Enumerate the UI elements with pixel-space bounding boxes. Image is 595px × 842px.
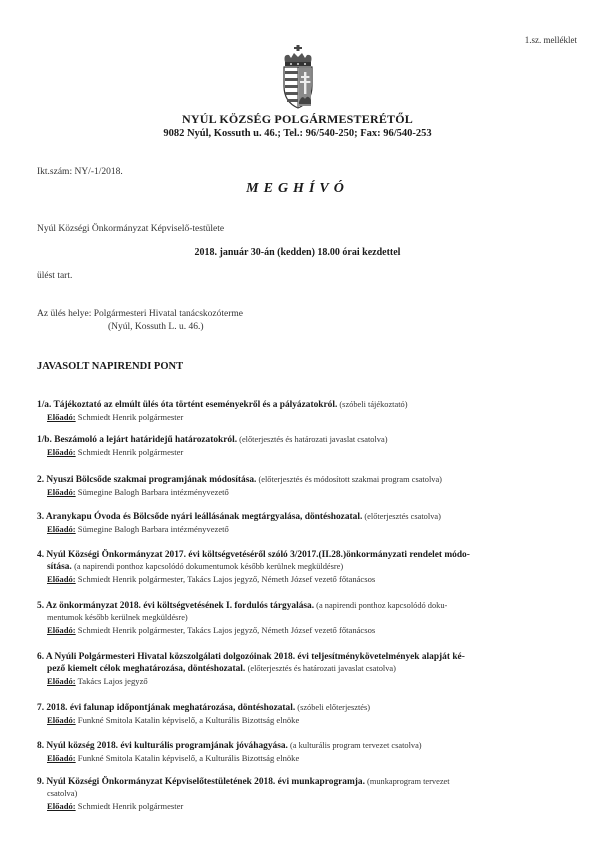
- presenter-label: Előadó:: [47, 625, 76, 635]
- document-title: MEGHÍVÓ: [246, 181, 349, 196]
- agenda-item: [37, 600, 570, 636]
- agenda-item-title: 1/b. Beszámoló a lejárt határidejű határozatokról.: [37, 435, 238, 445]
- agenda-item-presenter: [37, 573, 570, 585]
- presenter-label: Előadó:: [47, 524, 76, 534]
- agenda-item-title: 6. A Nyúli Polgármesteri Hivatal közszolgálati dolgozóinak 2018. évi teljesítménykövetelmények alapját ké-: [37, 652, 465, 662]
- agenda-item-continuation: pező kiemelt célok meghatározása, döntéshozatal. (előterjesztés és határozati javaslat csatolva): [47, 664, 396, 674]
- agenda-item-continuation: mentumok később kerülnek megküldésre): [47, 613, 188, 622]
- agenda-item: [37, 474, 570, 498]
- agenda-item-title: 8. Nyúl község 2018. évi kulturális programjának jóváhagyása.: [37, 741, 288, 751]
- agenda-item-presenter: [37, 752, 570, 764]
- agenda-item-presenter: [37, 714, 570, 726]
- presenter-label: Előadó:: [47, 574, 76, 584]
- agenda-item-title: 9. Nyúl Községi Önkormányzat Képviselőtestületének 2018. évi munkaprogramja.: [37, 777, 365, 787]
- coat-of-arms-icon: [279, 44, 317, 110]
- agenda-item-presenter: [37, 675, 570, 687]
- agenda-item: [37, 776, 570, 812]
- agenda-item-note: (a kulturális program tervezet csatolva): [287, 741, 422, 750]
- agenda-item-title: 4. Nyúl Községi Önkormányzat 2017. évi költségvetéséről szóló 3/2017.(II.28.)önkormányzati rendelet módo-: [37, 550, 470, 560]
- presenter-label: Előadó:: [47, 487, 76, 497]
- agenda-item-title: 2. Nyuszi Bölcsőde szakmai programjának módosítása.: [37, 475, 257, 485]
- agenda-item-continuation: sítása. (a napirendi ponthoz kapcsolódó dokumentumok később kerülnek megküldésre): [47, 562, 344, 572]
- agenda-item: [37, 651, 570, 687]
- agenda-item-presenter: [37, 800, 570, 812]
- presenter-label: Előadó:: [47, 412, 76, 422]
- agenda-item: [37, 549, 570, 585]
- meeting-place: Az ülés helye: Polgármesteri Hivatal tanácskozóterme: [37, 309, 244, 319]
- agenda-heading: JAVASOLT NAPIRENDI PONT: [37, 361, 184, 372]
- agenda-item-continuation: csatolva): [47, 789, 78, 798]
- agenda-item: [37, 399, 570, 423]
- sender-address: 9082 Nyúl, Kossuth u. 46.; Tel.: 96/540-250; Fax: 96/540-253: [163, 128, 432, 139]
- agenda-item-note: (előterjesztés csatolva): [362, 512, 441, 521]
- agenda-item-note: (a napirendi ponthoz kapcsolódó doku-: [314, 601, 448, 610]
- agenda-item: [37, 702, 570, 726]
- presenter-label: Előadó:: [47, 676, 76, 686]
- agenda-item: [37, 511, 570, 535]
- agenda-item-note: (munkaprogram tervezet: [364, 777, 450, 786]
- sender-title: NYÚL KÖZSÉG POLGÁRMESTERÉTŐL: [182, 112, 413, 126]
- agenda-item: [37, 740, 570, 764]
- agenda-item-note: (előterjesztés és határozati javaslat csatolva): [237, 435, 388, 444]
- agenda-item-presenter: [37, 523, 570, 535]
- reference-number: Ikt.szám: NY/-1/2018.: [37, 167, 123, 177]
- presenter-name: Sümegine Balogh Barbara intézményvezető: [75, 524, 229, 534]
- presenter-name: Schmiedt Henrik polgármester, Takács Lajos jegyző, Németh József vezető főtanácsos: [75, 625, 376, 635]
- presenter-name: Takács Lajos jegyző: [75, 676, 148, 686]
- presenter-name: Funkné Smitola Katalin képviselő, a Kulturális Bizottság elnöke: [75, 753, 300, 763]
- presenter-label: Előadó:: [47, 447, 76, 457]
- presenter-label: Előadó:: [47, 801, 76, 811]
- agenda-item-presenter: [37, 624, 570, 636]
- agenda-item-title: 3. Aranykapu Óvoda és Bölcsőde nyári leállásának megtárgyalása, döntéshozatal.: [37, 512, 363, 522]
- session-text: ülést tart.: [37, 271, 73, 281]
- presenter-name: Schmiedt Henrik polgármester, Takács Lajos jegyző, Németh József vezető főtanácsos: [75, 574, 376, 584]
- agenda-item-note: (szóbeli tájékoztató): [337, 400, 408, 409]
- presenter-name: Schmiedt Henrik polgármester: [75, 447, 184, 457]
- council-name: Nyúl Községi Önkormányzat Képviselő-testülete: [37, 224, 225, 234]
- agenda-item-note: (előterjesztés és módosított szakmai program csatolva): [256, 475, 442, 484]
- agenda-item-presenter: [37, 411, 570, 423]
- agenda-item-title: 1/a. Tájékoztató az elmúlt ülés óta történt eseményekről és a pályázatokról.: [37, 400, 338, 410]
- agenda-item-title: 7. 2018. évi falunap időpontjának meghatározása, döntéshozatal.: [37, 703, 296, 713]
- annex-label: 1.sz. melléklet: [524, 35, 577, 45]
- agenda-item-title: 5. Az önkormányzat 2018. évi költségvetésének I. fordulós tárgyalása.: [37, 601, 315, 611]
- presenter-label: Előadó:: [47, 715, 76, 725]
- meeting-date: 2018. január 30-án (kedden) 18.00 órai kezdettel: [194, 247, 401, 258]
- presenter-name: Schmiedt Henrik polgármester: [75, 801, 184, 811]
- agenda-item-presenter: [37, 486, 570, 498]
- presenter-name: Sümegine Balogh Barbara intézményvezető: [75, 487, 229, 497]
- presenter-label: Előadó:: [47, 753, 76, 763]
- agenda-item-presenter: [37, 446, 570, 458]
- agenda-item-note: (szóbeli előterjesztés): [295, 703, 371, 712]
- presenter-name: Schmiedt Henrik polgármester: [75, 412, 184, 422]
- agenda-item: [37, 434, 570, 458]
- meeting-address: (Nyúl, Kossuth L. u. 46.): [108, 322, 204, 332]
- presenter-name: Funkné Smitola Katalin képviselő, a Kulturális Bizottság elnöke: [75, 715, 300, 725]
